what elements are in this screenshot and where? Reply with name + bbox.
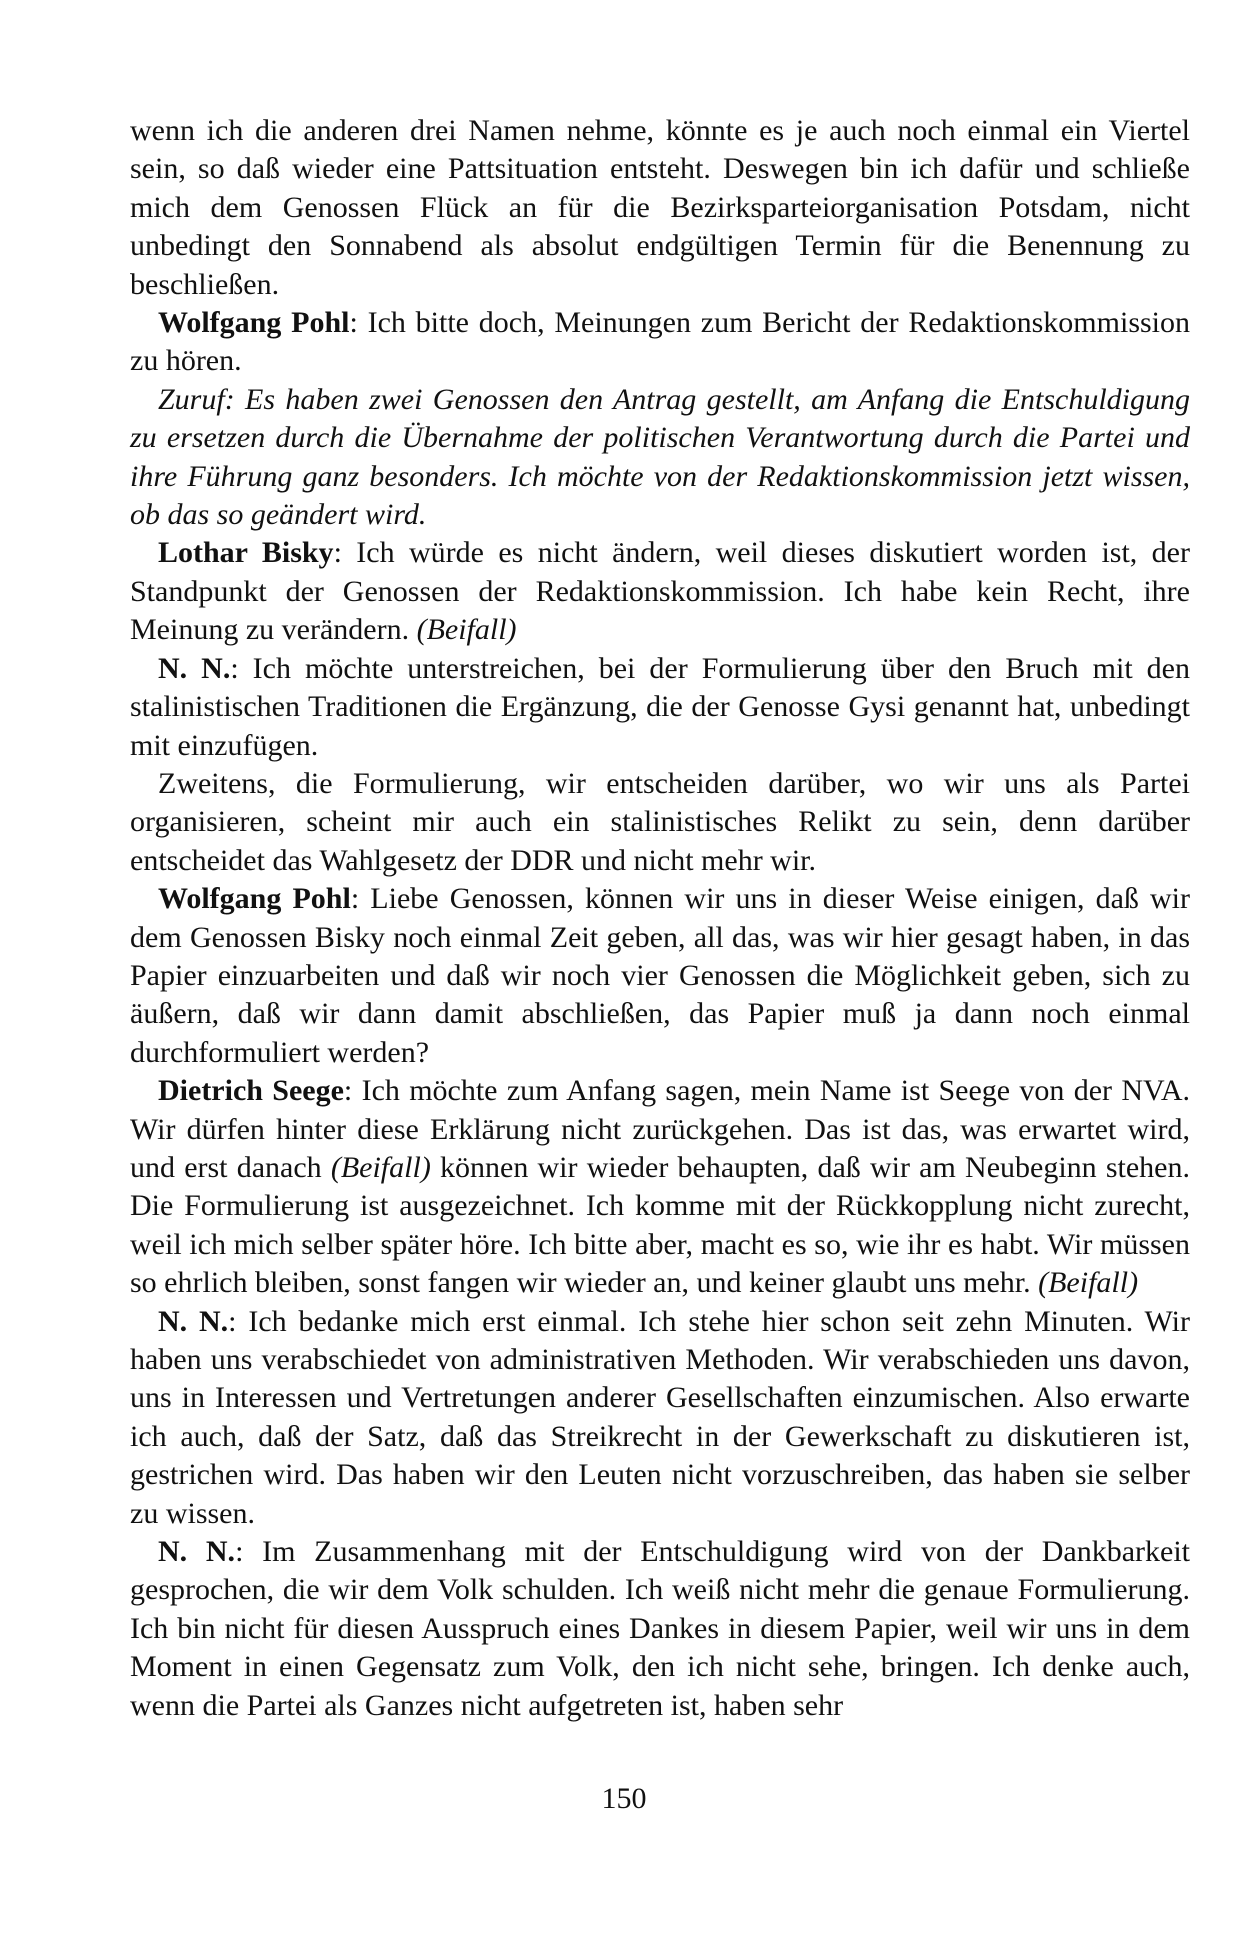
applause-note: (Beifall): [416, 613, 517, 647]
paragraph: [130, 112, 1190, 304]
speaker-name: Wolfgang Pohl: [158, 882, 351, 916]
paragraph-text: können wir wieder behaupten, daß wir am Neubeginn stehen. Die Formulierung ist ausgezeichnet. Ich komme mit der Rückkopplung nicht zurecht, weil ich mich selber später höre. Ich bitte aber, macht es so, wie ihr es habt. Wir müssen so ehrlich bleiben, sonst fangen wir wieder an, und keiner glaubt uns mehr.: [130, 1150, 1190, 1300]
paragraph-text: Zweitens, die Formulierung, wir entscheiden darüber, wo wir uns als Partei organisieren, scheint mir auch ein stalinistisches Relikt zu sein, denn darüber entscheidet das Wahlgesetz der DDR und nicht mehr wir.: [130, 766, 1190, 877]
paragraph: [130, 381, 1190, 535]
paragraph: [130, 1533, 1190, 1725]
paragraph: [130, 304, 1190, 381]
paragraph: [130, 765, 1190, 880]
paragraph-text: wenn ich die anderen drei Namen nehme, könnte es je auch noch einmal ein Viertel sein, so daß wieder eine Pattsituation entsteht. Deswegen bin ich dafür und schließe mich dem Genossen Flück an für die Bezirksparteiorganisation Potsdam, nicht unbedingt den Sonnabend als absolut endgültigen Termin für die Benennung zu beschließen.: [130, 114, 1190, 301]
paragraph-text: : Im Zusammenhang mit der Entschuldigung wird von der Dankbarkeit gesprochen, die wir dem Volk schulden. Ich weiß nicht mehr die genaue Formulierung. Ich bin nicht für diesen Ausspruch eines Dankes in diesem Papier, weil wir uns in dem Moment in einen Gegensatz zum Volk, den ich nicht sehe, bringen. Ich denke auch, wenn die Partei als Ganzes nicht aufgetreten ist, haben sehr: [130, 1535, 1190, 1722]
paragraph: [130, 650, 1190, 765]
applause-note: (Beifall): [330, 1150, 431, 1184]
paragraph: [130, 534, 1190, 649]
paragraph: [130, 1072, 1190, 1302]
speaker-name: Lothar Bisky: [158, 536, 334, 570]
paragraph-text: : Ich möchte unterstreichen, bei der Formulierung über den Bruch mit den stalinistischen Traditionen die Ergänzung, die der Genosse Gysi genannt hat, unbedingt mit einzufügen.: [130, 651, 1190, 762]
speaker-name: N. N.: [158, 651, 231, 685]
paragraph-text: : Ich bitte doch, Meinungen zum Bericht der Redaktionskommission zu hören.: [130, 306, 1190, 378]
paragraph-text: Es haben zwei Genossen den Antrag gestellt, am Anfang die Entschuldigung zu ersetzen durch die Übernahme der politischen Verantwortung durch die Partei und ihre Führung ganz besonders. Ich möchte von der Redaktionskommission jetzt wissen, ob das so geändert wird.: [130, 382, 1190, 532]
speaker-name: N. N.: [158, 1535, 236, 1569]
speaker-name: N. N.: [158, 1304, 229, 1338]
paragraph: [130, 1303, 1190, 1533]
applause-note: (Beifall): [1038, 1266, 1139, 1300]
document-body: [130, 112, 1190, 1725]
paragraph-text: : Liebe Genossen, können wir uns in dieser Weise einigen, daß wir dem Genossen Bisky noch einmal Zeit geben, all das, was wir hier gesagt haben, in das Papier einzuarbeiten und daß wir noch vier Genossen die Möglichkeit geben, sich zu äußern, daß wir dann damit abschließen, das Papier muß ja dann noch einmal durchformuliert werden?: [130, 882, 1190, 1069]
paragraph-text: : Ich würde es nicht ändern, weil dieses diskutiert worden ist, der Standpunkt der Genossen der Redaktionskommission. Ich habe kein Recht, ihre Meinung zu verändern.: [130, 536, 1190, 647]
paragraph-text: : Ich bedanke mich erst einmal. Ich stehe hier schon seit zehn Minuten. Wir haben uns verabschiedet von administrativen Methoden. Wir verabschieden uns davon, uns in Interessen und Vertretungen anderer Gesellschaften einzumischen. Also erwarte ich auch, daß der Satz, daß das Streikrecht in der Gewerkschaft zu diskutieren ist, gestrichen wird. Das haben wir den Leuten nicht vorzuschreiben, das haben sie selber zu wissen.: [130, 1304, 1190, 1530]
interjection-label: Zuruf:: [158, 382, 235, 416]
paragraph: [130, 880, 1190, 1072]
paragraph-text: : Ich möchte zum Anfang sagen, mein Name ist Seege von der NVA. Wir dürfen hinter diese Erklärung nicht zurückgehen. Das ist das, was erwartet wird, und erst danach: [130, 1074, 1190, 1184]
page-number: 150: [601, 1782, 647, 1815]
speaker-name: Dietrich Seege: [158, 1074, 344, 1108]
speaker-name: Wolfgang Pohl: [158, 306, 350, 340]
